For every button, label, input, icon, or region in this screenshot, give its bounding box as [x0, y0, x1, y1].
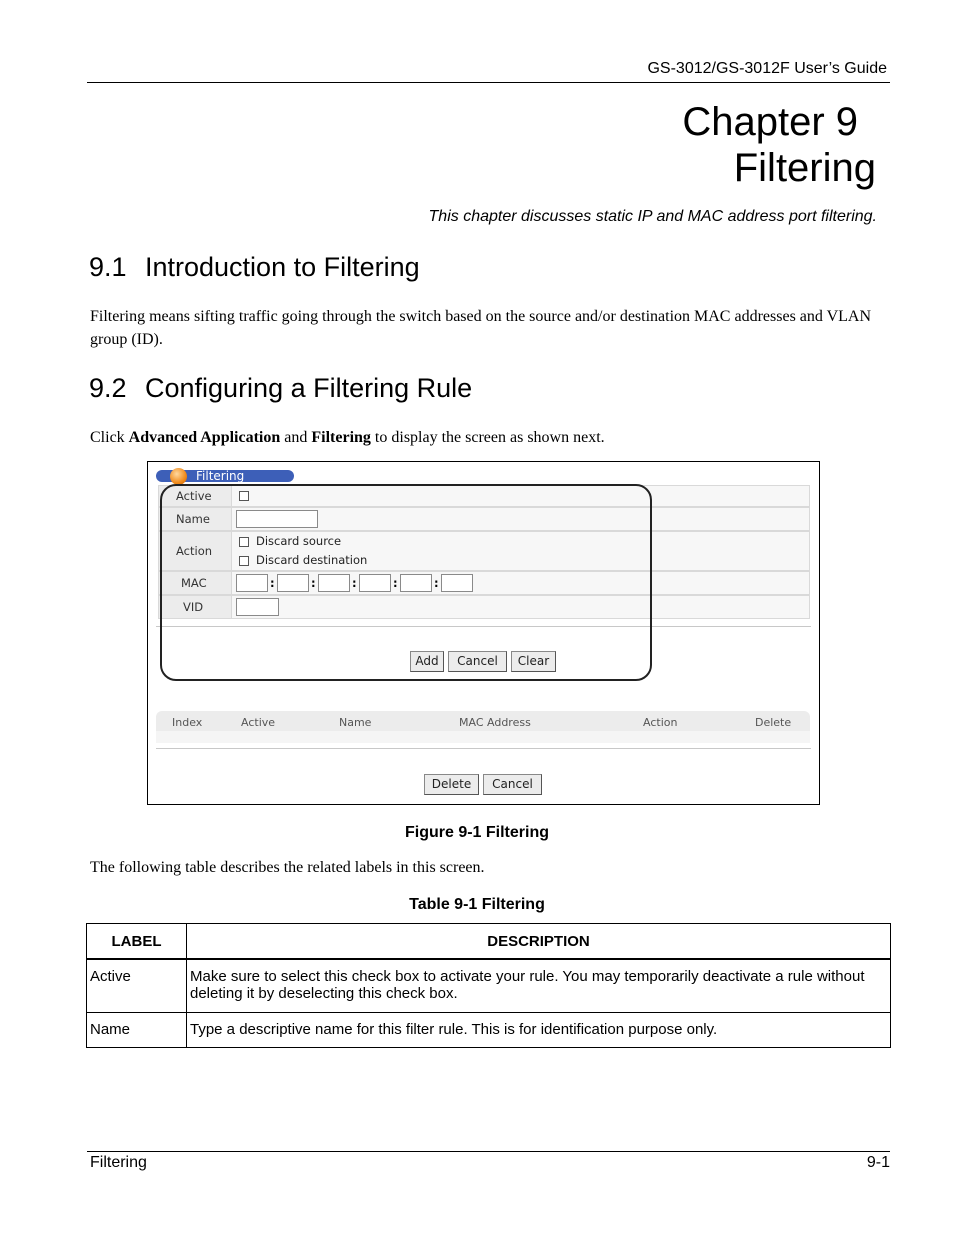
discard-source-label: Discard source	[256, 534, 342, 548]
description-column-header: DESCRIPTION	[187, 924, 891, 960]
chapter-summary: This chapter discusses static IP and MAC address port filtering.	[428, 208, 877, 225]
text-run: and	[280, 429, 312, 446]
rule-table-header	[156, 711, 810, 743]
menu-reference: Filtering	[311, 429, 371, 446]
description-table	[86, 923, 891, 1048]
screen-title-bar	[156, 470, 294, 482]
column-header-active: Active	[241, 716, 276, 729]
row-label: Name	[87, 1012, 187, 1047]
figure-caption: Figure 9-1 Filtering	[404, 824, 549, 841]
action-label: Action	[176, 544, 213, 558]
table-header-row	[87, 924, 891, 960]
delete-button[interactable]: Delete	[424, 774, 479, 795]
column-header-mac-address: MAC Address	[459, 716, 531, 729]
label-column-header: LABEL	[87, 924, 187, 960]
row-description: Type a descriptive name for this filter rule. This is for identification purpose only.	[187, 1012, 891, 1047]
mac-label: MAC	[181, 576, 207, 590]
section-title: Configuring a Filtering Rule	[145, 373, 473, 403]
section-heading-9-1	[89, 252, 420, 283]
table-cancel-button[interactable]: Cancel	[483, 774, 542, 795]
table-intro-paragraph: The following table describes the related labels in this screen.	[90, 859, 485, 876]
section-number: 9.2	[89, 373, 127, 403]
section-number: 9.1	[89, 252, 127, 282]
mac-separator: :	[434, 576, 439, 590]
mac-separator: :	[393, 576, 398, 590]
filtering-screen-figure	[147, 461, 820, 805]
orange-ball-icon	[170, 468, 187, 485]
section-9-2-paragraph	[90, 426, 890, 449]
footer-rule	[87, 1151, 890, 1152]
text-run: Click	[90, 429, 129, 446]
section-title: Introduction to Filtering	[145, 252, 420, 282]
table-row	[87, 1012, 891, 1047]
active-label: Active	[176, 489, 212, 503]
page-number: 9-1	[866, 1154, 890, 1171]
name-label: Name	[176, 512, 210, 526]
clear-button[interactable]: Clear	[511, 651, 556, 672]
discard-destination-label: Discard destination	[256, 553, 368, 567]
chapter-number: Chapter 9	[682, 100, 858, 144]
mac-separator: :	[352, 576, 357, 590]
table-separator	[156, 748, 811, 749]
vid-label: VID	[183, 600, 204, 614]
footer-chapter-name: Filtering	[90, 1154, 147, 1171]
section-9-1-paragraph: Filtering means sifting traffic going through the switch based on the source and/or destination MAC addresses and VLAN group (ID).	[90, 308, 872, 348]
screen-title: Filtering	[196, 469, 245, 483]
row-label: Active	[87, 959, 187, 1012]
column-header-name: Name	[339, 716, 372, 729]
rule-table-body	[156, 731, 810, 743]
row-description: Make sure to select this check box to activate your rule. You may temporarily deactivate a rule without deleting it by deselecting this check box.	[187, 959, 891, 1012]
add-button[interactable]: Add	[410, 651, 444, 672]
cancel-button[interactable]: Cancel	[448, 651, 507, 672]
mac-separator: :	[311, 576, 316, 590]
mac-separator: :	[270, 576, 275, 590]
column-header-action: Action	[643, 716, 678, 729]
column-header-index: Index	[172, 716, 203, 729]
section-heading-9-2	[89, 373, 472, 404]
column-header-delete: Delete	[755, 716, 792, 729]
table-row	[87, 959, 891, 1012]
menu-reference: Advanced Application	[128, 429, 281, 446]
chapter-title: Filtering	[733, 146, 876, 190]
text-run: to display the screen as shown next.	[370, 429, 605, 446]
table-caption: Table 9-1 Filtering	[409, 896, 545, 913]
form-callout-outline	[160, 484, 652, 681]
running-header: GS-3012/GS-3012F User’s Guide	[647, 60, 887, 77]
header-rule	[87, 82, 890, 83]
